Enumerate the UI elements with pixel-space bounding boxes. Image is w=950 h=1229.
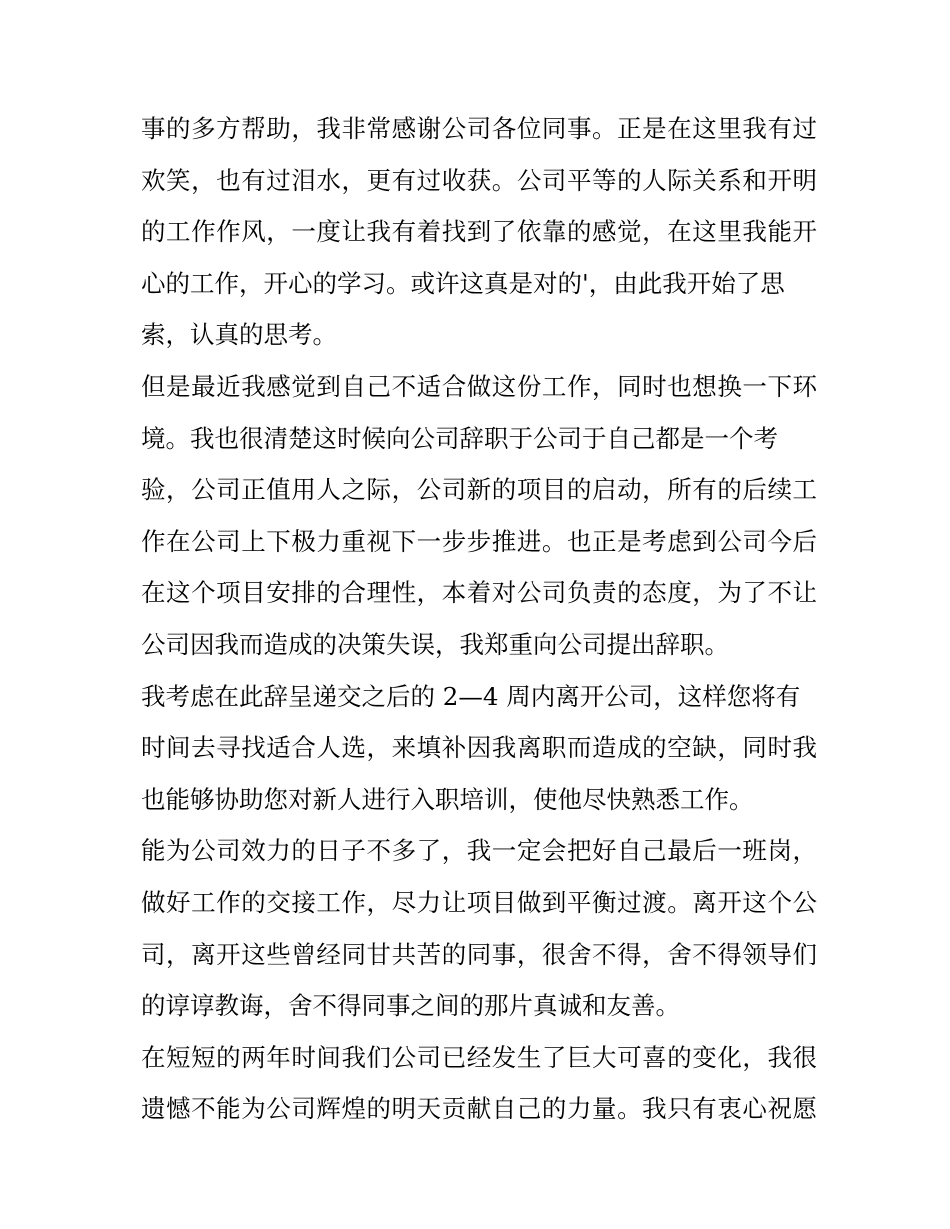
text-line: 能为公司效力的日子不多了，我一定会把好自己最后一班岗， [141,836,817,866]
text-line: 事的多方帮助，我非常感谢公司各位同事。正是在这里我有过 [141,114,817,143]
text-line: 但是最近我感觉到自己不适合做这份工作，同时也想换一下环 [141,371,817,401]
text-line: 验，公司正值用人之际，公司新的项目的启动，所有的后续工 [141,475,817,505]
text-line: 的谆谆教诲，舍不得同事之间的那片真诚和友善。 [141,991,680,1021]
text-line: 的工作作风，一度让我有着找到了依靠的感觉，在这里我能开 [141,217,817,247]
text-line: 欢笑，也有过泪水，更有过收获。公司平等的人际关系和开明 [141,165,817,195]
text-line: 我考虑在此辞呈递交之后的 2—4 周内离开公司，这样您将有 [141,681,801,711]
text-line: 境。我也很清楚这时候向公司辞职于公司于自己都是一个考 [141,423,778,453]
text-line: 在这个项目安排的合理性，本着对公司负责的态度，为了不让 [141,578,817,608]
text-line: 在短短的两年时间我们公司已经发生了巨大可喜的变化，我很 [141,1042,817,1072]
text-line: 遗憾不能为公司辉煌的明天贡献自己的力量。我只有衷心祝愿 [141,1094,817,1124]
resignation-letter-body [141,103,817,1135]
text-line: 时间去寻找适合人选，来填补因我离职而造成的空缺，同时我 [141,733,817,763]
text-line: 做好工作的交接工作，尽力让项目做到平衡过渡。离开这个公 [141,887,817,917]
text-line: 司，离开这些曾经同甘共苦的同事，很舍不得，舍不得领导们 [141,939,817,969]
text-line: 作在公司上下极力重视下一步步推进。也正是考虑到公司今后 [141,526,817,556]
text-line: 公司因我而造成的决策失误，我郑重向公司提出辞职。 [141,629,729,659]
text-line: 也能够协助您对新人进行入职培训，使他尽快熟悉工作。 [141,784,754,814]
text-line: 索，认真的思考。 [141,320,337,350]
text-line: 心的工作，开心的学习。或许这真是对的'，由此我开始了思 [141,268,785,298]
